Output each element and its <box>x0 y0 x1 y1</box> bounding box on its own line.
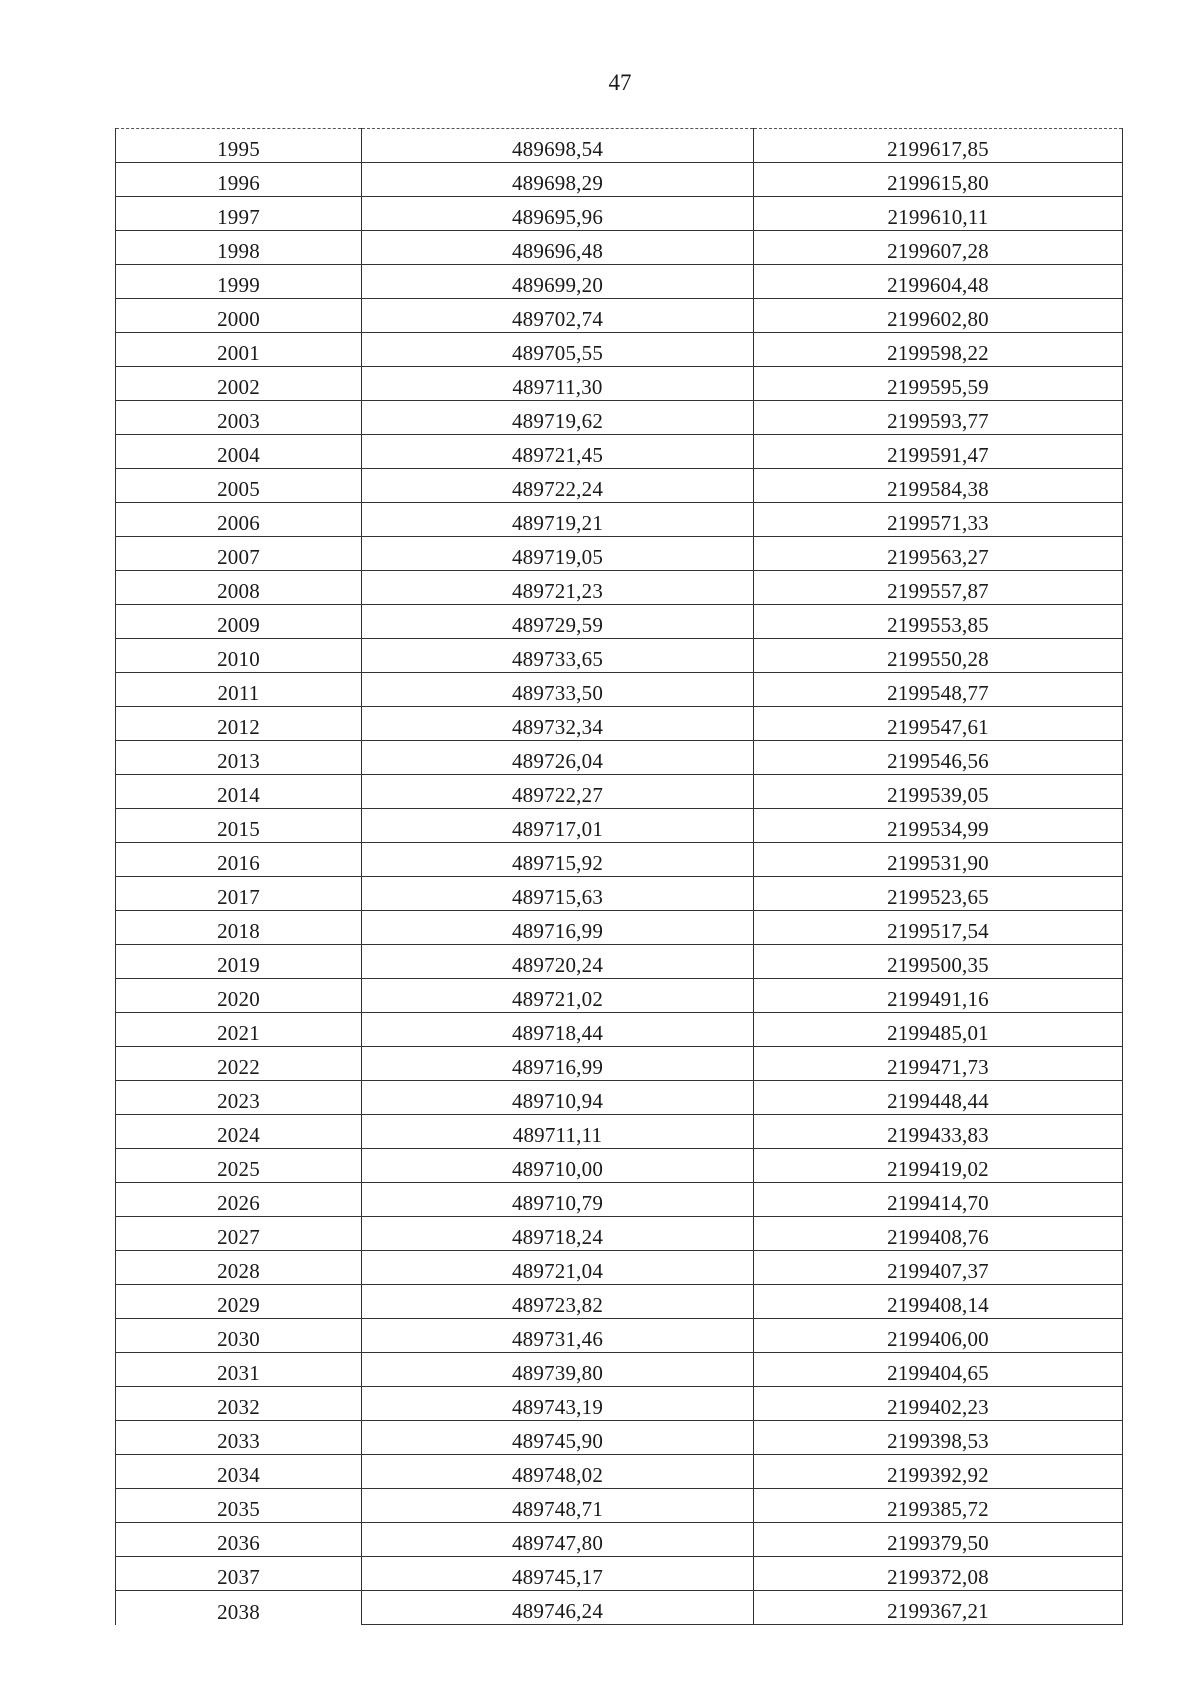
y-coordinate-cell: 2199531,90 <box>754 843 1123 877</box>
point-number-cell: 2037 <box>116 1557 362 1591</box>
table-row <box>116 1489 1123 1523</box>
table-row <box>116 435 1123 469</box>
table-row <box>116 877 1123 911</box>
point-number-cell: 2016 <box>116 843 362 877</box>
table-row <box>116 1183 1123 1217</box>
x-coordinate-cell: 489710,94 <box>362 1081 754 1115</box>
point-number-cell: 2005 <box>116 469 362 503</box>
x-coordinate-cell: 489729,59 <box>362 605 754 639</box>
point-number-cell: 1997 <box>116 197 362 231</box>
point-number-cell: 2015 <box>116 809 362 843</box>
x-coordinate-cell: 489719,62 <box>362 401 754 435</box>
point-number-cell: 2032 <box>116 1387 362 1421</box>
y-coordinate-cell: 2199563,27 <box>754 537 1123 571</box>
page-number: 47 <box>608 70 632 95</box>
table-row <box>116 537 1123 571</box>
point-number-cell: 2018 <box>116 911 362 945</box>
y-coordinate-cell: 2199398,53 <box>754 1421 1123 1455</box>
point-number-cell: 2010 <box>116 639 362 673</box>
y-coordinate-cell: 2199406,00 <box>754 1319 1123 1353</box>
table-row <box>116 469 1123 503</box>
point-number-cell: 2000 <box>116 299 362 333</box>
table-row <box>116 1387 1123 1421</box>
point-number-cell: 2034 <box>116 1455 362 1489</box>
table-row <box>116 1115 1123 1149</box>
point-number-cell: 2008 <box>116 571 362 605</box>
point-number-cell: 2036 <box>116 1523 362 1557</box>
x-coordinate-cell: 489732,34 <box>362 707 754 741</box>
table-row <box>116 333 1123 367</box>
table-row <box>116 673 1123 707</box>
table-row <box>116 197 1123 231</box>
x-coordinate-cell: 489723,82 <box>362 1285 754 1319</box>
y-coordinate-cell: 2199408,14 <box>754 1285 1123 1319</box>
table-row <box>116 639 1123 673</box>
point-number-cell: 2014 <box>116 775 362 809</box>
x-coordinate-cell: 489721,04 <box>362 1251 754 1285</box>
y-coordinate-cell: 2199607,28 <box>754 231 1123 265</box>
point-number-cell: 2038 <box>116 1591 362 1625</box>
y-coordinate-cell: 2199539,05 <box>754 775 1123 809</box>
point-number-cell: 2025 <box>116 1149 362 1183</box>
y-coordinate-cell: 2199557,87 <box>754 571 1123 605</box>
point-number-cell: 2026 <box>116 1183 362 1217</box>
table-row <box>116 265 1123 299</box>
table-row <box>116 1523 1123 1557</box>
table-row <box>116 809 1123 843</box>
x-coordinate-cell: 489699,20 <box>362 265 754 299</box>
table-row <box>116 843 1123 877</box>
y-coordinate-cell: 2199534,99 <box>754 809 1123 843</box>
x-coordinate-cell: 489722,24 <box>362 469 754 503</box>
point-number-cell: 1995 <box>116 129 362 163</box>
y-coordinate-cell: 2199517,54 <box>754 911 1123 945</box>
x-coordinate-cell: 489716,99 <box>362 1047 754 1081</box>
y-coordinate-cell: 2199414,70 <box>754 1183 1123 1217</box>
table-row <box>116 571 1123 605</box>
x-coordinate-cell: 489705,55 <box>362 333 754 367</box>
x-coordinate-cell: 489720,24 <box>362 945 754 979</box>
y-coordinate-cell: 2199595,59 <box>754 367 1123 401</box>
y-coordinate-cell: 2199392,92 <box>754 1455 1123 1489</box>
x-coordinate-cell: 489715,63 <box>362 877 754 911</box>
y-coordinate-cell: 2199571,33 <box>754 503 1123 537</box>
point-number-cell: 2019 <box>116 945 362 979</box>
x-coordinate-cell: 489748,02 <box>362 1455 754 1489</box>
point-number-cell: 2033 <box>116 1421 362 1455</box>
table-row <box>116 401 1123 435</box>
x-coordinate-cell: 489696,48 <box>362 231 754 265</box>
y-coordinate-cell: 2199471,73 <box>754 1047 1123 1081</box>
y-coordinate-cell: 2199550,28 <box>754 639 1123 673</box>
y-coordinate-cell: 2199591,47 <box>754 435 1123 469</box>
point-number-cell: 2001 <box>116 333 362 367</box>
point-number-cell: 2035 <box>116 1489 362 1523</box>
y-coordinate-cell: 2199448,44 <box>754 1081 1123 1115</box>
y-coordinate-cell: 2199604,48 <box>754 265 1123 299</box>
point-number-cell: 2021 <box>116 1013 362 1047</box>
point-number-cell: 2011 <box>116 673 362 707</box>
point-number-cell: 1996 <box>116 163 362 197</box>
table-row <box>116 367 1123 401</box>
x-coordinate-cell: 489710,79 <box>362 1183 754 1217</box>
table-row <box>116 1421 1123 1455</box>
table-row <box>116 1319 1123 1353</box>
y-coordinate-cell: 2199610,11 <box>754 197 1123 231</box>
table-row <box>116 945 1123 979</box>
x-coordinate-cell: 489733,50 <box>362 673 754 707</box>
x-coordinate-cell: 489733,65 <box>362 639 754 673</box>
x-coordinate-cell: 489721,45 <box>362 435 754 469</box>
x-coordinate-cell: 489695,96 <box>362 197 754 231</box>
table-row <box>116 163 1123 197</box>
y-coordinate-cell: 2199593,77 <box>754 401 1123 435</box>
table-row <box>116 1251 1123 1285</box>
x-coordinate-cell: 489748,71 <box>362 1489 754 1523</box>
y-coordinate-cell: 2199419,02 <box>754 1149 1123 1183</box>
x-coordinate-cell: 489698,29 <box>362 163 754 197</box>
table-row <box>116 775 1123 809</box>
point-number-cell: 2004 <box>116 435 362 469</box>
point-number-cell: 1998 <box>116 231 362 265</box>
y-coordinate-cell: 2199584,38 <box>754 469 1123 503</box>
table-row <box>116 1013 1123 1047</box>
x-coordinate-cell: 489718,24 <box>362 1217 754 1251</box>
x-coordinate-cell: 489745,17 <box>362 1557 754 1591</box>
x-coordinate-cell: 489702,74 <box>362 299 754 333</box>
table-row <box>116 741 1123 775</box>
point-number-cell: 2027 <box>116 1217 362 1251</box>
y-coordinate-cell: 2199547,61 <box>754 707 1123 741</box>
x-coordinate-cell: 489710,00 <box>362 1149 754 1183</box>
x-coordinate-cell: 489698,54 <box>362 129 754 163</box>
y-coordinate-cell: 2199408,76 <box>754 1217 1123 1251</box>
point-number-cell: 2020 <box>116 979 362 1013</box>
x-coordinate-cell: 489721,02 <box>362 979 754 1013</box>
y-coordinate-cell: 2199546,56 <box>754 741 1123 775</box>
point-number-cell: 2024 <box>116 1115 362 1149</box>
y-coordinate-cell: 2199485,01 <box>754 1013 1123 1047</box>
point-number-cell: 2006 <box>116 503 362 537</box>
table-row <box>116 129 1123 163</box>
x-coordinate-cell: 489722,27 <box>362 775 754 809</box>
table-row <box>116 911 1123 945</box>
point-number-cell: 2029 <box>116 1285 362 1319</box>
x-coordinate-cell: 489717,01 <box>362 809 754 843</box>
x-coordinate-cell: 489731,46 <box>362 1319 754 1353</box>
y-coordinate-cell: 2199379,50 <box>754 1523 1123 1557</box>
x-coordinate-cell: 489719,21 <box>362 503 754 537</box>
x-coordinate-cell: 489719,05 <box>362 537 754 571</box>
point-number-cell: 2031 <box>116 1353 362 1387</box>
x-coordinate-cell: 489711,11 <box>362 1115 754 1149</box>
x-coordinate-cell: 489743,19 <box>362 1387 754 1421</box>
point-number-cell: 2022 <box>116 1047 362 1081</box>
y-coordinate-cell: 2199402,23 <box>754 1387 1123 1421</box>
y-coordinate-cell: 2199598,22 <box>754 333 1123 367</box>
table-row <box>116 1047 1123 1081</box>
table-row <box>116 1557 1123 1591</box>
table-row <box>116 707 1123 741</box>
y-coordinate-cell: 2199548,77 <box>754 673 1123 707</box>
point-number-cell: 2003 <box>116 401 362 435</box>
point-number-cell: 2013 <box>116 741 362 775</box>
table-row <box>116 1455 1123 1489</box>
table-row <box>116 299 1123 333</box>
x-coordinate-cell: 489747,80 <box>362 1523 754 1557</box>
x-coordinate-cell: 489721,23 <box>362 571 754 605</box>
y-coordinate-cell: 2199404,65 <box>754 1353 1123 1387</box>
y-coordinate-cell: 2199372,08 <box>754 1557 1123 1591</box>
point-number-cell: 2030 <box>116 1319 362 1353</box>
table-row <box>116 1149 1123 1183</box>
x-coordinate-cell: 489715,92 <box>362 843 754 877</box>
coordinates-table-body <box>116 129 1123 1625</box>
table-row <box>116 503 1123 537</box>
y-coordinate-cell: 2199615,80 <box>754 163 1123 197</box>
table-row <box>116 979 1123 1013</box>
point-number-cell: 2002 <box>116 367 362 401</box>
x-coordinate-cell: 489718,44 <box>362 1013 754 1047</box>
table-row <box>116 1353 1123 1387</box>
y-coordinate-cell: 2199602,80 <box>754 299 1123 333</box>
point-number-cell: 2028 <box>116 1251 362 1285</box>
x-coordinate-cell: 489746,24 <box>362 1591 754 1625</box>
coordinates-table <box>115 128 1123 1625</box>
table-row <box>116 231 1123 265</box>
table-row <box>116 1081 1123 1115</box>
point-number-cell: 2023 <box>116 1081 362 1115</box>
point-number-cell: 1999 <box>116 265 362 299</box>
table-row <box>116 1591 1123 1625</box>
table-row <box>116 1285 1123 1319</box>
x-coordinate-cell: 489716,99 <box>362 911 754 945</box>
y-coordinate-cell: 2199553,85 <box>754 605 1123 639</box>
point-number-cell: 2017 <box>116 877 362 911</box>
point-number-cell: 2012 <box>116 707 362 741</box>
y-coordinate-cell: 2199407,37 <box>754 1251 1123 1285</box>
x-coordinate-cell: 489726,04 <box>362 741 754 775</box>
y-coordinate-cell: 2199367,21 <box>754 1591 1123 1625</box>
table-row <box>116 605 1123 639</box>
y-coordinate-cell: 2199433,83 <box>754 1115 1123 1149</box>
y-coordinate-cell: 2199491,16 <box>754 979 1123 1013</box>
y-coordinate-cell: 2199523,65 <box>754 877 1123 911</box>
y-coordinate-cell: 2199617,85 <box>754 129 1123 163</box>
table-row <box>116 1217 1123 1251</box>
y-coordinate-cell: 2199385,72 <box>754 1489 1123 1523</box>
point-number-cell: 2007 <box>116 537 362 571</box>
x-coordinate-cell: 489745,90 <box>362 1421 754 1455</box>
y-coordinate-cell: 2199500,35 <box>754 945 1123 979</box>
x-coordinate-cell: 489711,30 <box>362 367 754 401</box>
x-coordinate-cell: 489739,80 <box>362 1353 754 1387</box>
point-number-cell: 2009 <box>116 605 362 639</box>
